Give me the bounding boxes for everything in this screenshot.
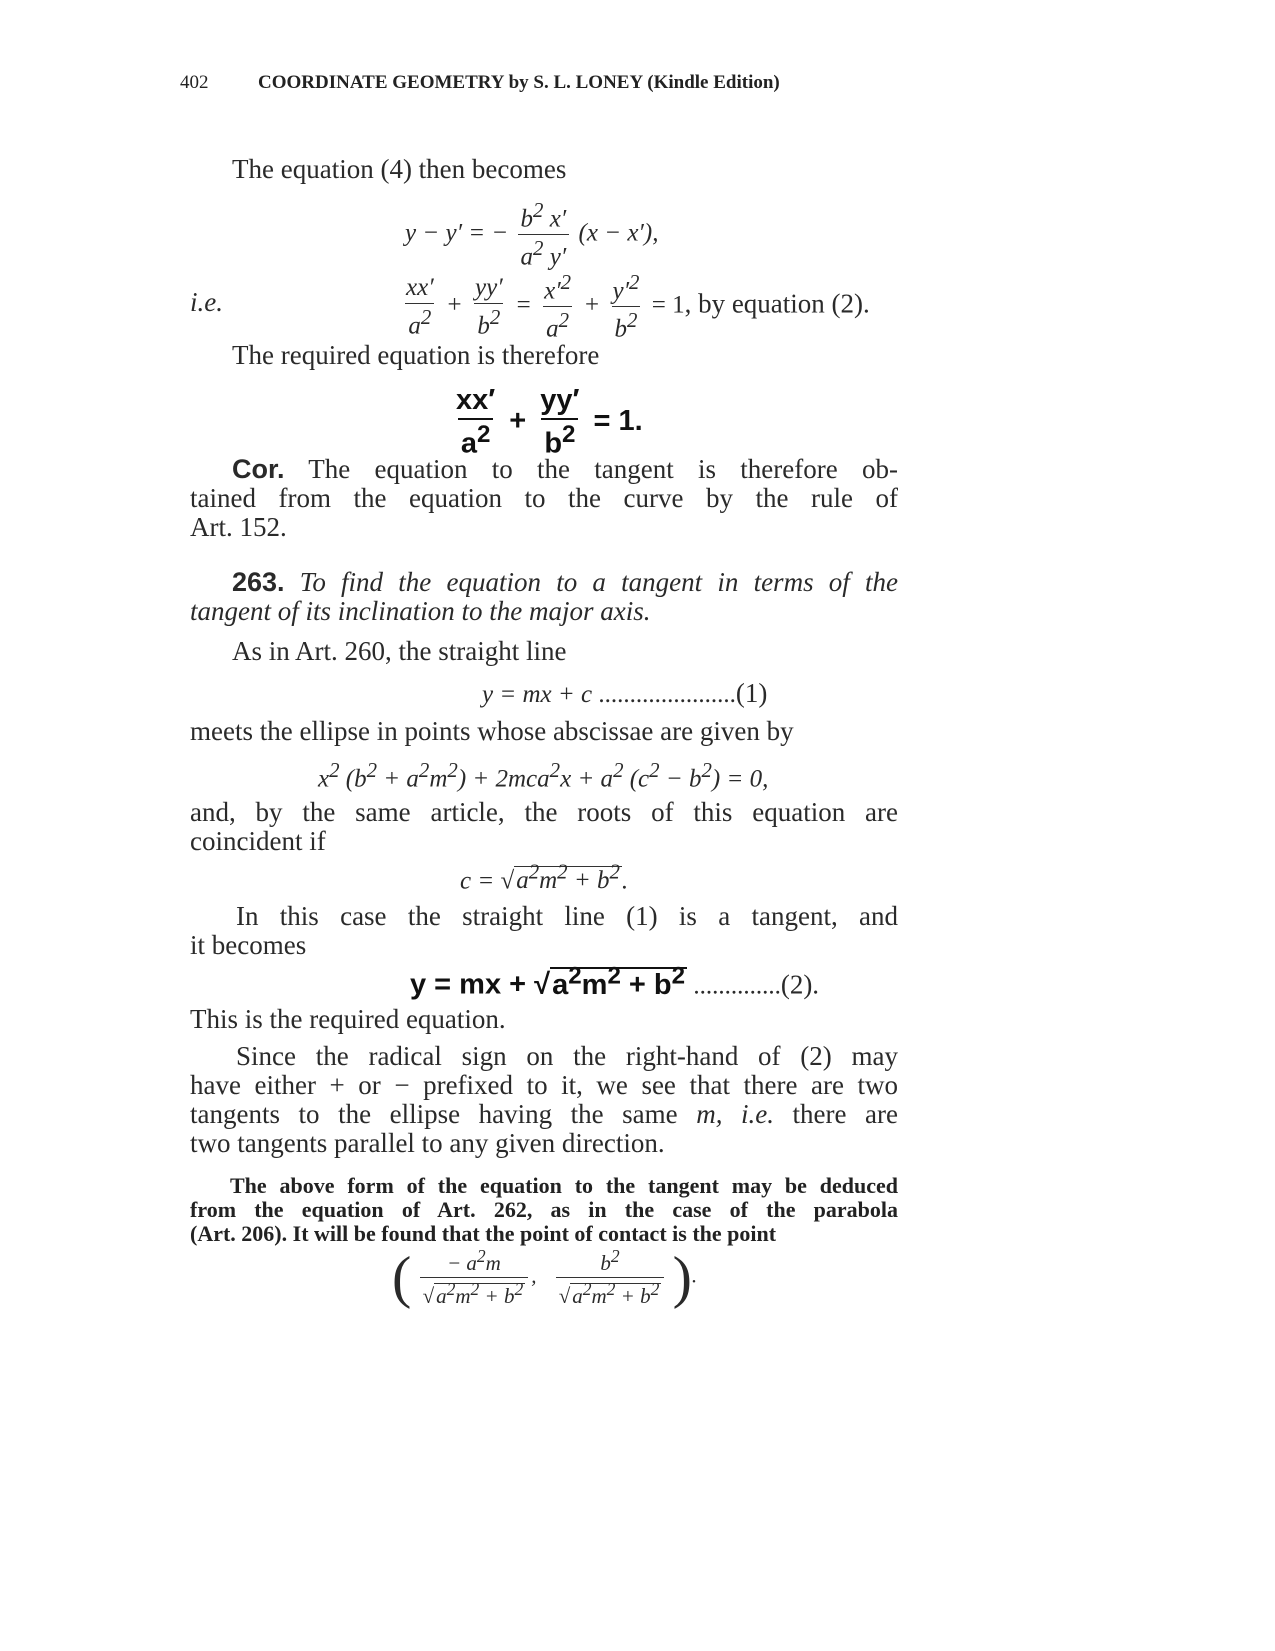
corollary-text-1: The equation to the tangent is therefore ob- bbox=[308, 454, 898, 484]
paragraph-meets-ellipse: meets the ellipse in points whose abscissae are given by bbox=[190, 716, 794, 746]
corollary-line-1 bbox=[190, 454, 898, 484]
paragraph-radical-line-2: have either + or − prefixed to it, we see that there are two bbox=[190, 1070, 898, 1100]
ie-label: i.e. bbox=[190, 287, 223, 317]
note-line-1 bbox=[190, 1173, 898, 1198]
equation-point-of-contact: ( $\frac{- a^2m}{√a^2m^2 + b^2}$ , $\frac{b^2}{√a^2m^2 + b^2}$ ). bbox=[392, 1244, 698, 1310]
running-header: COORDINATE GEOMETRY by S. L. LONEY (Kindle Edition) bbox=[258, 72, 780, 93]
corollary-line-3: Art. 152. bbox=[190, 512, 287, 542]
equation-line-1: y = mx + c ......................(1) bbox=[482, 678, 768, 708]
paragraph-tangent-text-1: In this case the straight line (1) is a tangent, and bbox=[236, 901, 898, 931]
by-equation-two: , by equation (2). bbox=[684, 288, 870, 319]
equation-tangent-result: $\frac{xx'}{a^2}$ + $\frac{yy'}{b^2}$ = 1. bbox=[456, 384, 643, 460]
corollary-line-2: tained from the equation to the curve by the rule of bbox=[190, 483, 898, 513]
paragraph-radical-line-1 bbox=[190, 1041, 898, 1071]
equation-quadratic: $x^2$ $(b^2 + a^2m^2) + 2mca^2x + a^2$ $(c^2 - b^2) = 0$, bbox=[318, 758, 769, 793]
note-line-2: from the equation of Art. 262, as in the case of the parabola bbox=[190, 1197, 898, 1222]
paragraph-roots-line-1: and, by the same article, the roots of this equation are bbox=[190, 797, 898, 827]
paragraph-radical-text-1: Since the radical sign on the right-hand of (2) may bbox=[236, 1041, 898, 1071]
paragraph-tangent-line-1 bbox=[190, 901, 898, 931]
note-text-1: The above form of the equation to the tangent may be deduced bbox=[230, 1173, 898, 1198]
article-title-2: tangent of its inclination to the major axis. bbox=[190, 596, 651, 626]
paragraph-tangent-line-2: it becomes bbox=[190, 930, 307, 960]
radical-text-3b: m, bbox=[696, 1099, 723, 1129]
paragraph-required-equation: The required equation is therefore bbox=[232, 340, 600, 370]
equation-tangent-slope-form: y − y′ = − $\frac{b^2 x'}{a^2 y'}$ (x − x′), bbox=[405, 198, 659, 271]
note-line-3: (Art. 206). It will be found that the point of contact is the point bbox=[190, 1221, 777, 1246]
paragraph-radical-line-3 bbox=[190, 1099, 898, 1129]
paragraph-equation-becomes: The equation (4) then becomes bbox=[232, 154, 567, 184]
equation-tangent-m-form: y = mx + $√a^2m^2 + b^2$ ..............(2). bbox=[410, 962, 820, 1001]
equation-label-2: (2). bbox=[780, 969, 820, 1000]
page-number: 402 bbox=[180, 72, 209, 93]
paragraph-straight-line: As in Art. 260, the straight line bbox=[232, 636, 567, 666]
article-263-heading bbox=[190, 567, 898, 597]
paragraph-required: This is the required equation. bbox=[190, 1004, 506, 1034]
article-number: 263. bbox=[232, 567, 285, 597]
equation-c-value: $c = √a^2m^2 + b^2$. bbox=[460, 860, 629, 895]
radical-text-3a: tangents to the ellipse having the same bbox=[190, 1099, 678, 1129]
paragraph-roots-line-2: coincident if bbox=[190, 826, 326, 856]
radical-text-3d: there are bbox=[792, 1099, 899, 1129]
paragraph-radical-line-4: two tangents parallel to any given direction. bbox=[190, 1128, 665, 1158]
equation-label-1: (1) bbox=[735, 678, 768, 708]
radical-text-3c: i.e. bbox=[741, 1099, 774, 1129]
corollary-label: Cor. bbox=[232, 454, 285, 484]
article-title-1: To find the equation to a tangent in terms of the bbox=[299, 567, 899, 597]
equation-tangent-expanded: $\frac{xx'}{a^2}$ + $\frac{yy'}{b^2}$ = $\frac{x'^2}{a^2}$ + $\frac{y'^2}{b^2}$ = 1, by equation (2). bbox=[406, 270, 870, 343]
